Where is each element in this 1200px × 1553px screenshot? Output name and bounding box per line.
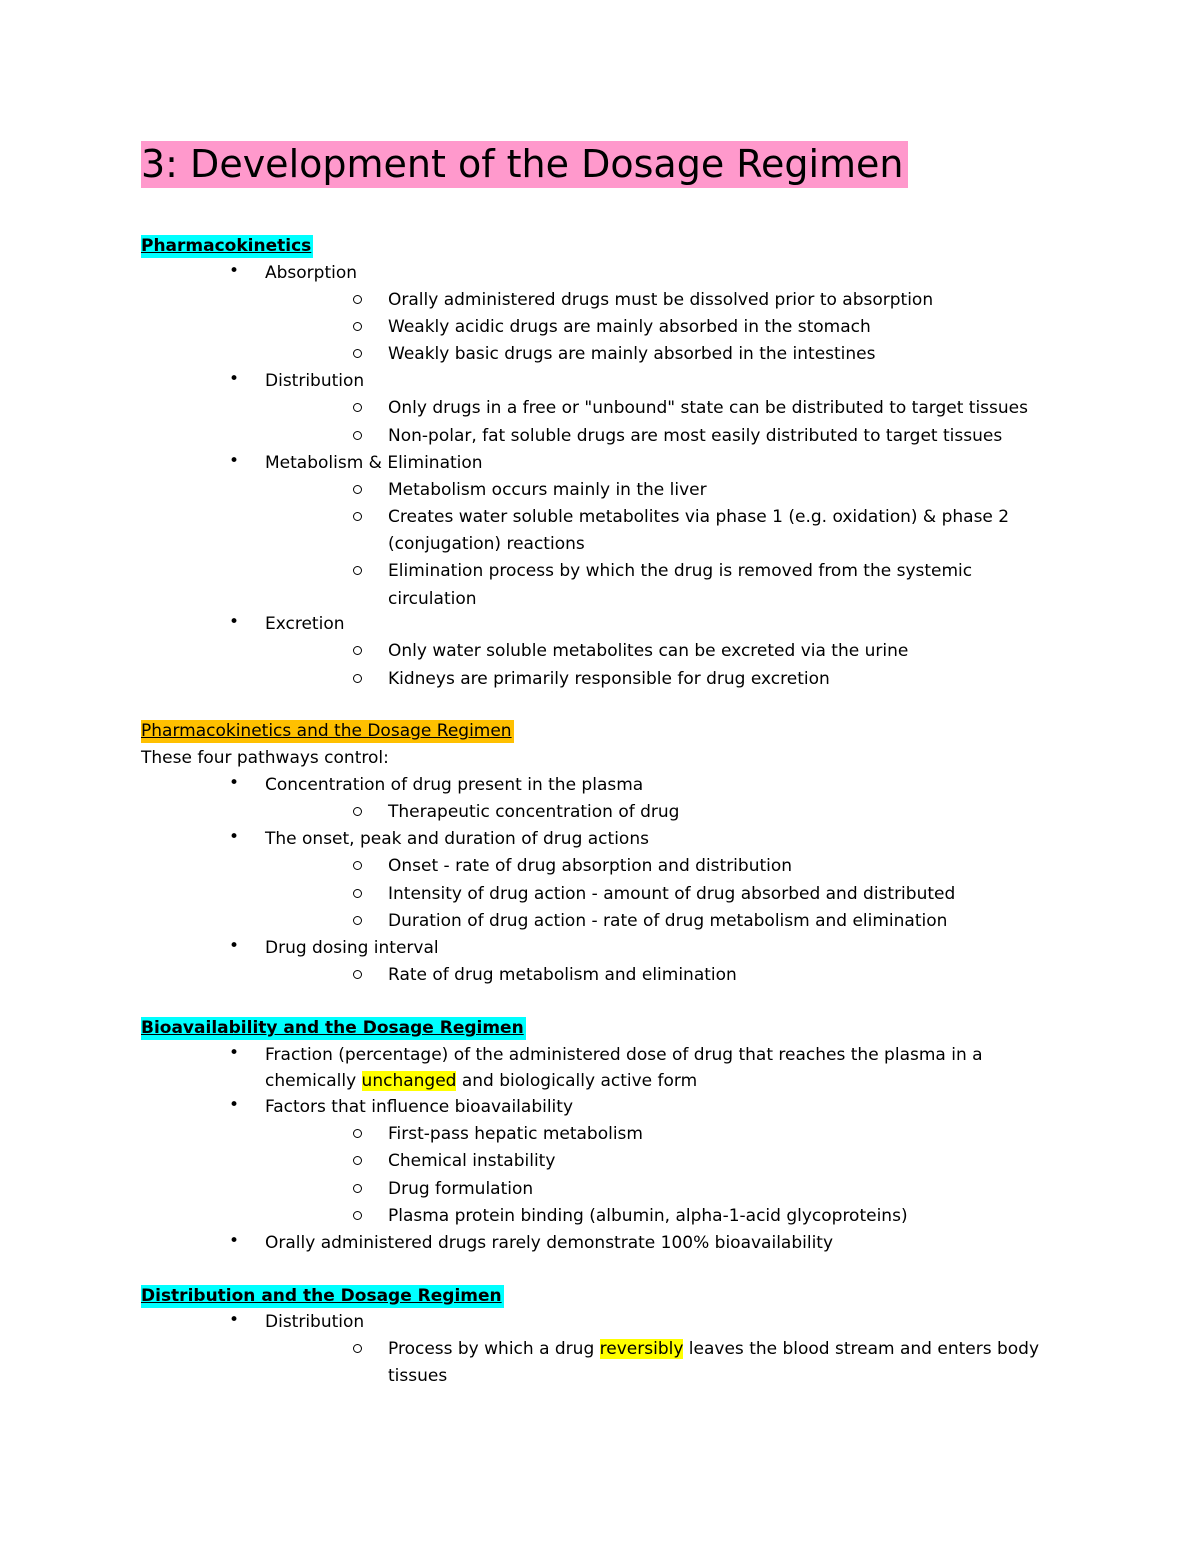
list-item: Intensity of drug action - amount of drug absorbed and distributed bbox=[388, 884, 956, 904]
heading-bioavailability: Bioavailability and the Dosage Regimen bbox=[141, 1018, 524, 1038]
circle-bullet-icon bbox=[353, 295, 362, 304]
list-item: Chemical instability bbox=[388, 1151, 556, 1171]
list-item: Absorption bbox=[265, 263, 358, 283]
highlighted-word: unchanged bbox=[361, 1071, 457, 1091]
text-segment: chemically bbox=[265, 1071, 362, 1091]
circle-bullet-icon bbox=[353, 889, 362, 898]
list-item-continued: (conjugation) reactions bbox=[388, 534, 585, 554]
text-segment: leaves the blood stream and enters body bbox=[683, 1339, 1040, 1359]
list-item-continued: circulation bbox=[388, 589, 477, 609]
list-item: Creates water soluble metabolites via phase 1 (e.g. oxidation) & phase 2 bbox=[388, 507, 1010, 527]
circle-bullet-icon bbox=[353, 566, 362, 575]
list-item: The onset, peak and duration of drug actions bbox=[265, 829, 649, 849]
list-item: Non-polar, fat soluble drugs are most easily distributed to target tissues bbox=[388, 426, 1003, 446]
circle-bullet-icon bbox=[353, 485, 362, 494]
list-item: Rate of drug metabolism and elimination bbox=[388, 965, 737, 985]
list-item: Distribution bbox=[265, 371, 365, 391]
list-item: Only water soluble metabolites can be excreted via the urine bbox=[388, 641, 909, 661]
circle-bullet-icon bbox=[353, 1184, 362, 1193]
intro-text: These four pathways control: bbox=[141, 748, 389, 768]
list-item-continued: tissues bbox=[388, 1366, 448, 1386]
circle-bullet-icon bbox=[353, 1156, 362, 1165]
list-item: Concentration of drug present in the plasma bbox=[265, 775, 644, 795]
list-item: Metabolism & Elimination bbox=[265, 453, 483, 473]
circle-bullet-icon bbox=[353, 861, 362, 870]
text-segment: Process by which a drug bbox=[388, 1339, 600, 1359]
list-item: Distribution bbox=[265, 1312, 365, 1332]
circle-bullet-icon bbox=[353, 807, 362, 816]
list-item: Weakly acidic drugs are mainly absorbed in the stomach bbox=[388, 317, 871, 337]
heading-pk-dosage: Pharmacokinetics and the Dosage Regimen bbox=[141, 721, 512, 741]
list-item: Metabolism occurs mainly in the liver bbox=[388, 480, 707, 500]
circle-bullet-icon bbox=[353, 512, 362, 521]
list-item-continued bbox=[265, 1069, 697, 1093]
list-item: Duration of drug action - rate of drug metabolism and elimination bbox=[388, 911, 948, 931]
circle-bullet-icon bbox=[353, 674, 362, 683]
heading-distribution: Distribution and the Dosage Regimen bbox=[141, 1286, 502, 1306]
circle-bullet-icon bbox=[353, 403, 362, 412]
circle-bullet-icon bbox=[353, 431, 362, 440]
list-item: Plasma protein binding (albumin, alpha-1-acid glycoproteins) bbox=[388, 1206, 908, 1226]
list-item: Drug dosing interval bbox=[265, 938, 439, 958]
list-item: Kidneys are primarily responsible for drug excretion bbox=[388, 669, 830, 689]
bullet-icon: • bbox=[229, 827, 240, 847]
circle-bullet-icon bbox=[353, 349, 362, 358]
bullet-icon: • bbox=[229, 369, 240, 389]
list-item: Fraction (percentage) of the administered dose of drug that reaches the plasma in a bbox=[265, 1045, 983, 1065]
list-item: Excretion bbox=[265, 614, 345, 634]
list-item: Therapeutic concentration of drug bbox=[388, 802, 680, 822]
list-item: Elimination process by which the drug is removed from the systemic bbox=[388, 561, 973, 581]
list-item: Orally administered drugs must be dissolved prior to absorption bbox=[388, 290, 934, 310]
circle-bullet-icon bbox=[353, 1344, 362, 1353]
list-item: Only drugs in a free or "unbound" state can be distributed to target tissues bbox=[388, 398, 1028, 418]
bullet-icon: • bbox=[229, 612, 240, 632]
bullet-icon: • bbox=[229, 1310, 240, 1330]
text-segment: and biologically active form bbox=[456, 1071, 698, 1091]
bullet-icon: • bbox=[229, 1231, 240, 1251]
circle-bullet-icon bbox=[353, 916, 362, 925]
bullet-icon: • bbox=[229, 773, 240, 793]
list-item: Drug formulation bbox=[388, 1179, 534, 1199]
bullet-icon: • bbox=[229, 451, 240, 471]
bullet-icon: • bbox=[229, 261, 240, 281]
bullet-icon: • bbox=[229, 1095, 240, 1115]
bullet-icon: • bbox=[229, 936, 240, 956]
list-item: Orally administered drugs rarely demonstrate 100% bioavailability bbox=[265, 1233, 834, 1253]
list-item bbox=[388, 1337, 1039, 1361]
circle-bullet-icon bbox=[353, 1129, 362, 1138]
list-item: Weakly basic drugs are mainly absorbed in the intestines bbox=[388, 344, 876, 364]
heading-pharmacokinetics: Pharmacokinetics bbox=[141, 236, 312, 256]
list-item: First-pass hepatic metabolism bbox=[388, 1124, 643, 1144]
list-item: Onset - rate of drug absorption and distribution bbox=[388, 856, 793, 876]
bullet-icon: • bbox=[229, 1043, 240, 1063]
circle-bullet-icon bbox=[353, 970, 362, 979]
page-title: 3: Development of the Dosage Regimen bbox=[141, 141, 908, 188]
list-item: Factors that influence bioavailability bbox=[265, 1097, 574, 1117]
circle-bullet-icon bbox=[353, 1211, 362, 1220]
circle-bullet-icon bbox=[353, 322, 362, 331]
highlighted-word: reversibly bbox=[599, 1339, 684, 1359]
circle-bullet-icon bbox=[353, 646, 362, 655]
